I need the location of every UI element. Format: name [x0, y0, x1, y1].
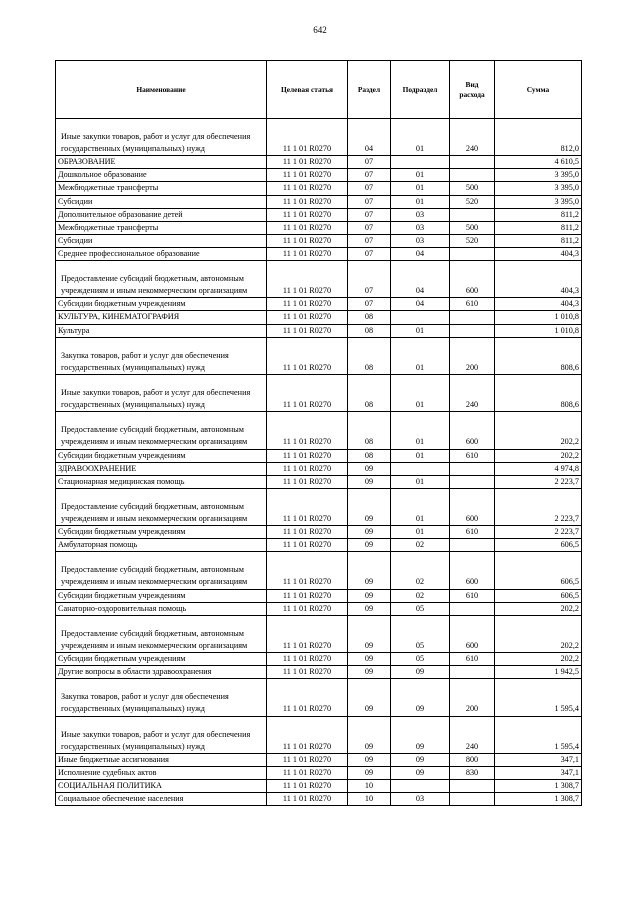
cell-expense-type: 830	[450, 766, 495, 779]
cell-expense-type: 200	[450, 337, 495, 374]
cell-expense-type: 240	[450, 374, 495, 411]
cell-target-article: 11 1 01 R0270	[267, 780, 348, 793]
table-row	[56, 602, 582, 615]
cell-target-article: 11 1 01 R0270	[267, 539, 348, 552]
cell-subsection: 09	[391, 679, 450, 716]
cell-target-article: 11 1 01 R0270	[267, 589, 348, 602]
cell-expense-type: 600	[450, 488, 495, 525]
cell-subsection: 01	[391, 449, 450, 462]
cell-target-article: 11 1 01 R0270	[267, 615, 348, 652]
cell-expense-type: 500	[450, 221, 495, 234]
cell-subsection	[391, 462, 450, 475]
cell-target-article: 11 1 01 R0270	[267, 412, 348, 449]
cell-subsection: 01	[391, 488, 450, 525]
cell-sum: 1 010,8	[495, 311, 582, 324]
cell-target-article: 11 1 01 R0270	[267, 666, 348, 679]
cell-target-article: 11 1 01 R0270	[267, 247, 348, 260]
cell-expense-type	[450, 247, 495, 260]
table-row	[56, 119, 582, 156]
cell-name: Дополнительное образование детей	[56, 208, 267, 221]
cell-section: 09	[348, 653, 391, 666]
cell-section: 07	[348, 221, 391, 234]
cell-name: Субсидии бюджетным учреждениям	[56, 589, 267, 602]
header-target-article: Целевая статья	[267, 61, 348, 119]
cell-name: ОБРАЗОВАНИЕ	[56, 156, 267, 169]
cell-sum: 811,2	[495, 221, 582, 234]
cell-sum: 1 308,7	[495, 793, 582, 806]
cell-sum: 202,2	[495, 602, 582, 615]
cell-section: 07	[348, 156, 391, 169]
cell-section: 09	[348, 526, 391, 539]
cell-name: Межбюджетные трансферты	[56, 182, 267, 195]
cell-expense-type: 610	[450, 526, 495, 539]
budget-table	[55, 60, 582, 806]
cell-expense-type	[450, 475, 495, 488]
header-subsection: Подраздел	[391, 61, 450, 119]
cell-sum: 202,2	[495, 449, 582, 462]
table-header-row	[56, 61, 582, 119]
table-row	[56, 221, 582, 234]
table-row	[56, 780, 582, 793]
cell-sum: 808,6	[495, 374, 582, 411]
cell-target-article: 11 1 01 R0270	[267, 261, 348, 298]
cell-name: Предоставление субсидий бюджетным, автономным учреждениям и иным некоммерческим организациям	[56, 552, 267, 589]
cell-name: Предоставление субсидий бюджетным, автономным учреждениям и иным некоммерческим организациям	[56, 412, 267, 449]
cell-section: 07	[348, 247, 391, 260]
cell-sum: 404,3	[495, 247, 582, 260]
cell-target-article: 11 1 01 R0270	[267, 208, 348, 221]
cell-expense-type: 610	[450, 589, 495, 602]
table-row	[56, 475, 582, 488]
cell-subsection: 01	[391, 182, 450, 195]
cell-name: КУЛЬТУРА, КИНЕМАТОГРАФИЯ	[56, 311, 267, 324]
cell-sum: 202,2	[495, 412, 582, 449]
cell-section: 07	[348, 298, 391, 311]
cell-sum: 1 010,8	[495, 324, 582, 337]
cell-subsection: 04	[391, 261, 450, 298]
table-row	[56, 298, 582, 311]
cell-expense-type: 610	[450, 653, 495, 666]
cell-target-article: 11 1 01 R0270	[267, 221, 348, 234]
table-row	[56, 526, 582, 539]
table-row	[56, 653, 582, 666]
cell-subsection: 02	[391, 552, 450, 589]
cell-section: 08	[348, 311, 391, 324]
cell-subsection: 02	[391, 539, 450, 552]
cell-expense-type: 520	[450, 234, 495, 247]
cell-name: Иные закупки товаров, работ и услуг для обеспечения государственных (муниципальных) нужд	[56, 716, 267, 753]
cell-sum: 404,3	[495, 298, 582, 311]
cell-target-article: 11 1 01 R0270	[267, 526, 348, 539]
table-row	[56, 156, 582, 169]
cell-sum: 202,2	[495, 653, 582, 666]
cell-target-article: 11 1 01 R0270	[267, 298, 348, 311]
cell-expense-type	[450, 780, 495, 793]
cell-target-article: 11 1 01 R0270	[267, 182, 348, 195]
cell-subsection: 01	[391, 475, 450, 488]
cell-section: 08	[348, 324, 391, 337]
cell-expense-type: 610	[450, 449, 495, 462]
header-name: Наименование	[56, 61, 267, 119]
cell-subsection: 01	[391, 526, 450, 539]
cell-expense-type	[450, 169, 495, 182]
cell-sum: 808,6	[495, 337, 582, 374]
table-row	[56, 462, 582, 475]
cell-sum: 1 595,4	[495, 716, 582, 753]
cell-subsection: 03	[391, 221, 450, 234]
cell-sum: 811,2	[495, 234, 582, 247]
cell-subsection: 01	[391, 374, 450, 411]
cell-expense-type	[450, 666, 495, 679]
cell-subsection: 05	[391, 602, 450, 615]
cell-section: 08	[348, 412, 391, 449]
cell-sum: 347,1	[495, 753, 582, 766]
cell-name: Субсидии	[56, 234, 267, 247]
cell-section: 08	[348, 337, 391, 374]
cell-name: Исполнение судебных актов	[56, 766, 267, 779]
cell-target-article: 11 1 01 R0270	[267, 324, 348, 337]
cell-sum: 606,5	[495, 589, 582, 602]
cell-name: Культура	[56, 324, 267, 337]
cell-section: 09	[348, 488, 391, 525]
cell-name: Дошкольное образование	[56, 169, 267, 182]
table-row	[56, 552, 582, 589]
cell-name: Другие вопросы в области здравоохранения	[56, 666, 267, 679]
cell-sum: 3 395,0	[495, 182, 582, 195]
cell-expense-type	[450, 208, 495, 221]
cell-sum: 4 974,8	[495, 462, 582, 475]
table-row	[56, 793, 582, 806]
table-row	[56, 208, 582, 221]
cell-target-article: 11 1 01 R0270	[267, 602, 348, 615]
cell-target-article: 11 1 01 R0270	[267, 488, 348, 525]
header-sum: Сумма	[495, 61, 582, 119]
cell-section: 08	[348, 374, 391, 411]
cell-subsection: 05	[391, 615, 450, 652]
cell-section: 10	[348, 793, 391, 806]
table-row	[56, 753, 582, 766]
table-row	[56, 247, 582, 260]
cell-expense-type: 500	[450, 182, 495, 195]
cell-section: 09	[348, 539, 391, 552]
table-row	[56, 195, 582, 208]
cell-section: 10	[348, 780, 391, 793]
cell-name: Иные закупки товаров, работ и услуг для обеспечения государственных (муниципальных) нужд	[56, 374, 267, 411]
cell-name: ЗДРАВООХРАНЕНИЕ	[56, 462, 267, 475]
cell-sum: 812,0	[495, 119, 582, 156]
cell-subsection: 03	[391, 208, 450, 221]
cell-sum: 1 308,7	[495, 780, 582, 793]
cell-subsection: 01	[391, 337, 450, 374]
cell-section: 07	[348, 208, 391, 221]
cell-target-article: 11 1 01 R0270	[267, 753, 348, 766]
cell-subsection: 01	[391, 169, 450, 182]
cell-subsection: 03	[391, 793, 450, 806]
table-row	[56, 324, 582, 337]
table-row	[56, 589, 582, 602]
table-row	[56, 412, 582, 449]
cell-subsection	[391, 780, 450, 793]
cell-subsection: 01	[391, 324, 450, 337]
cell-subsection: 05	[391, 653, 450, 666]
cell-section: 09	[348, 589, 391, 602]
cell-subsection: 09	[391, 716, 450, 753]
page-number: 642	[313, 25, 327, 35]
cell-target-article: 11 1 01 R0270	[267, 716, 348, 753]
cell-sum: 606,5	[495, 552, 582, 589]
cell-name: СОЦИАЛЬНАЯ ПОЛИТИКА	[56, 780, 267, 793]
cell-sum: 606,5	[495, 539, 582, 552]
cell-name: Санаторно-оздоровительная помощь	[56, 602, 267, 615]
cell-expense-type	[450, 793, 495, 806]
cell-target-article: 11 1 01 R0270	[267, 679, 348, 716]
table-row	[56, 615, 582, 652]
cell-subsection: 09	[391, 753, 450, 766]
cell-name: Субсидии бюджетным учреждениям	[56, 449, 267, 462]
cell-sum: 1 595,4	[495, 679, 582, 716]
cell-section: 07	[348, 182, 391, 195]
cell-section: 09	[348, 602, 391, 615]
cell-target-article: 11 1 01 R0270	[267, 195, 348, 208]
table-row	[56, 679, 582, 716]
table-row	[56, 234, 582, 247]
cell-sum: 2 223,7	[495, 475, 582, 488]
cell-target-article: 11 1 01 R0270	[267, 793, 348, 806]
table-row	[56, 182, 582, 195]
cell-subsection: 09	[391, 666, 450, 679]
table-row	[56, 716, 582, 753]
cell-target-article: 11 1 01 R0270	[267, 475, 348, 488]
cell-name: Закупка товаров, работ и услуг для обеспечения государственных (муниципальных) нужд	[56, 679, 267, 716]
cell-section: 09	[348, 753, 391, 766]
cell-name: Закупка товаров, работ и услуг для обеспечения государственных (муниципальных) нужд	[56, 337, 267, 374]
cell-target-article: 11 1 01 R0270	[267, 374, 348, 411]
cell-expense-type	[450, 462, 495, 475]
cell-subsection	[391, 311, 450, 324]
table-row	[56, 766, 582, 779]
cell-subsection	[391, 156, 450, 169]
cell-subsection: 09	[391, 766, 450, 779]
table-row	[56, 261, 582, 298]
cell-target-article: 11 1 01 R0270	[267, 337, 348, 374]
cell-subsection: 01	[391, 195, 450, 208]
cell-target-article: 11 1 01 R0270	[267, 169, 348, 182]
cell-sum: 202,2	[495, 615, 582, 652]
cell-subsection: 01	[391, 119, 450, 156]
cell-expense-type: 240	[450, 119, 495, 156]
cell-name: Субсидии	[56, 195, 267, 208]
table-row	[56, 488, 582, 525]
cell-sum: 404,3	[495, 261, 582, 298]
table-row	[56, 169, 582, 182]
cell-expense-type	[450, 602, 495, 615]
cell-section: 09	[348, 552, 391, 589]
cell-name: Межбюджетные трансферты	[56, 221, 267, 234]
cell-section: 04	[348, 119, 391, 156]
cell-name: Предоставление субсидий бюджетным, автономным учреждениям и иным некоммерческим организациям	[56, 488, 267, 525]
header-expense-type: Вид расхода	[450, 61, 495, 119]
cell-expense-type: 600	[450, 412, 495, 449]
table-row	[56, 374, 582, 411]
table-row	[56, 539, 582, 552]
cell-section: 07	[348, 169, 391, 182]
cell-expense-type: 610	[450, 298, 495, 311]
cell-section: 09	[348, 766, 391, 779]
cell-target-article: 11 1 01 R0270	[267, 653, 348, 666]
cell-name: Стационарная медицинская помощь	[56, 475, 267, 488]
cell-target-article: 11 1 01 R0270	[267, 766, 348, 779]
cell-expense-type: 520	[450, 195, 495, 208]
cell-section: 09	[348, 666, 391, 679]
cell-expense-type: 600	[450, 615, 495, 652]
cell-target-article: 11 1 01 R0270	[267, 552, 348, 589]
cell-section: 07	[348, 261, 391, 298]
cell-name: Амбулаторная помощь	[56, 539, 267, 552]
cell-section: 07	[348, 195, 391, 208]
cell-name: Предоставление субсидий бюджетным, автономным учреждениям и иным некоммерческим организациям	[56, 615, 267, 652]
cell-target-article: 11 1 01 R0270	[267, 119, 348, 156]
table-row	[56, 311, 582, 324]
cell-subsection: 03	[391, 234, 450, 247]
cell-target-article: 11 1 01 R0270	[267, 234, 348, 247]
cell-name: Предоставление субсидий бюджетным, автономным учреждениям и иным некоммерческим организациям	[56, 261, 267, 298]
cell-section: 09	[348, 462, 391, 475]
cell-name: Иные закупки товаров, работ и услуг для обеспечения государственных (муниципальных) нужд	[56, 119, 267, 156]
cell-expense-type: 200	[450, 679, 495, 716]
cell-expense-type	[450, 539, 495, 552]
cell-expense-type: 600	[450, 261, 495, 298]
cell-name: Иные бюджетные ассигнования	[56, 753, 267, 766]
cell-expense-type	[450, 156, 495, 169]
cell-target-article: 11 1 01 R0270	[267, 156, 348, 169]
cell-section: 09	[348, 615, 391, 652]
cell-subsection: 02	[391, 589, 450, 602]
cell-subsection: 01	[391, 412, 450, 449]
cell-section: 09	[348, 679, 391, 716]
cell-sum: 3 395,0	[495, 169, 582, 182]
cell-sum: 2 223,7	[495, 526, 582, 539]
table-body	[56, 119, 582, 806]
cell-expense-type: 800	[450, 753, 495, 766]
table-row	[56, 666, 582, 679]
table-row	[56, 449, 582, 462]
cell-subsection: 04	[391, 298, 450, 311]
cell-name: Субсидии бюджетным учреждениям	[56, 526, 267, 539]
cell-target-article: 11 1 01 R0270	[267, 449, 348, 462]
cell-sum: 4 610,5	[495, 156, 582, 169]
cell-sum: 1 942,5	[495, 666, 582, 679]
cell-expense-type	[450, 324, 495, 337]
cell-name: Среднее профессиональное образование	[56, 247, 267, 260]
cell-section: 07	[348, 234, 391, 247]
cell-subsection: 04	[391, 247, 450, 260]
cell-expense-type: 240	[450, 716, 495, 753]
cell-expense-type: 600	[450, 552, 495, 589]
cell-target-article: 11 1 01 R0270	[267, 462, 348, 475]
cell-section: 08	[348, 449, 391, 462]
cell-section: 09	[348, 475, 391, 488]
cell-sum: 811,2	[495, 208, 582, 221]
cell-name: Субсидии бюджетным учреждениям	[56, 298, 267, 311]
cell-expense-type	[450, 311, 495, 324]
table-row	[56, 337, 582, 374]
cell-sum: 3 395,0	[495, 195, 582, 208]
cell-section: 09	[348, 716, 391, 753]
header-section: Раздел	[348, 61, 391, 119]
cell-sum: 2 223,7	[495, 488, 582, 525]
cell-sum: 347,1	[495, 766, 582, 779]
cell-name: Социальное обеспечение населения	[56, 793, 267, 806]
cell-target-article: 11 1 01 R0270	[267, 311, 348, 324]
cell-name: Субсидии бюджетным учреждениям	[56, 653, 267, 666]
